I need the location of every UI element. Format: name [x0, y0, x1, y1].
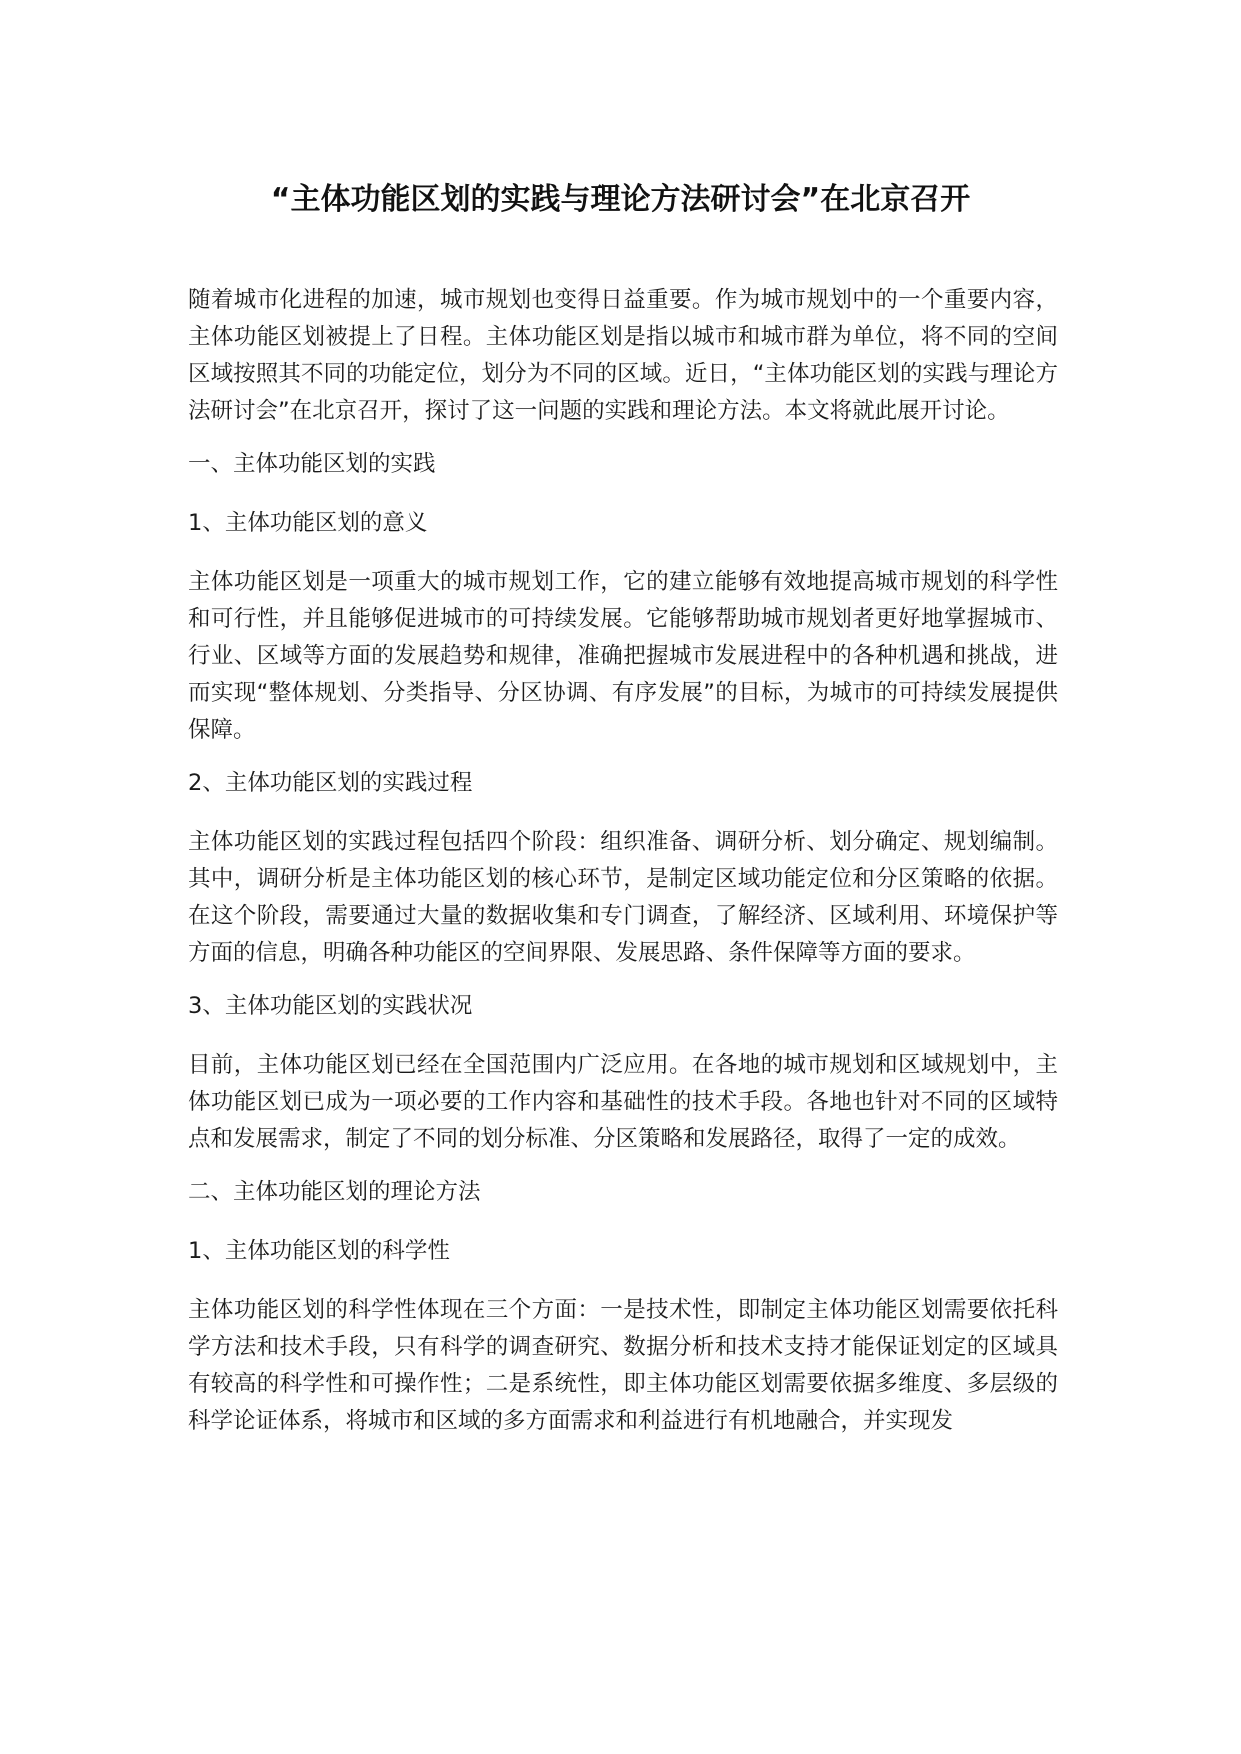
- document-title: “主体功能区划的实践与理论方法研讨会”在北京召开: [270, 182, 971, 217]
- document-body: [188, 282, 1058, 1456]
- intro-paragraph: 随着城市化进程的加速，城市规划也变得日益重要。作为城市规划中的一个重要内容，主体功能区划被提上了日程。主体功能区划是指以城市和城市群为单位，将不同的空间区域按照其不同的功能定位，划分为不同的区域。近日，“主体功能区划的实践与理论方法研讨会”在北京召开，探讨了这一问题的实践和理论方法。本文将就此展开讨论。: [188, 287, 1058, 424]
- section-heading: 二、主体功能区划的理论方法: [188, 1179, 481, 1205]
- section-heading: 一、主体功能区划的实践: [188, 451, 436, 477]
- subsection-heading: 3、主体功能区划的实践状况: [188, 993, 473, 1019]
- subsection-heading: 1、主体功能区划的意义: [188, 510, 428, 536]
- body-paragraph: 主体功能区划的科学性体现在三个方面：一是技术性，即制定主体功能区划需要依托科学方法和技术手段，只有科学的调查研究、数据分析和技术支持才能保证划定的区域具有较高的科学性和可操作性；二是系统性，即主体功能区划需要依据多维度、多层级的科学论证体系，将城市和区域的多方面需求和利益进行有机地融合，并实现发: [188, 1297, 1058, 1434]
- body-paragraph: 目前，主体功能区划已经在全国范围内广泛应用。在各地的城市规划和区域规划中，主体功能区划已成为一项必要的工作内容和基础性的技术手段。各地也针对不同的区域特点和发展需求，制定了不同的划分标准、分区策略和发展路径，取得了一定的成效。: [188, 1052, 1058, 1152]
- subsection-heading: 2、主体功能区划的实践过程: [188, 770, 473, 796]
- subsection-heading: 1、主体功能区划的科学性: [188, 1238, 450, 1264]
- body-paragraph: 主体功能区划是一项重大的城市规划工作，它的建立能够有效地提高城市规划的科学性和可行性，并且能够促进城市的可持续发展。它能够帮助城市规划者更好地掌握城市、行业、区域等方面的发展趋势和规律，准确把握城市发展进程中的各种机遇和挑战，进而实现“整体规划、分类指导、分区协调、有序发展”的目标，为城市的可持续发展提供保障。: [188, 569, 1058, 743]
- body-paragraph: 主体功能区划的实践过程包括四个阶段：组织准备、调研分析、划分确定、规划编制。其中，调研分析是主体功能区划的核心环节，是制定区域功能定位和分区策略的依据。在这个阶段，需要通过大量的数据收集和专门调查，了解经济、区域利用、环境保护等方面的信息，明确各种功能区的空间界限、发展思路、条件保障等方面的要求。: [188, 829, 1058, 966]
